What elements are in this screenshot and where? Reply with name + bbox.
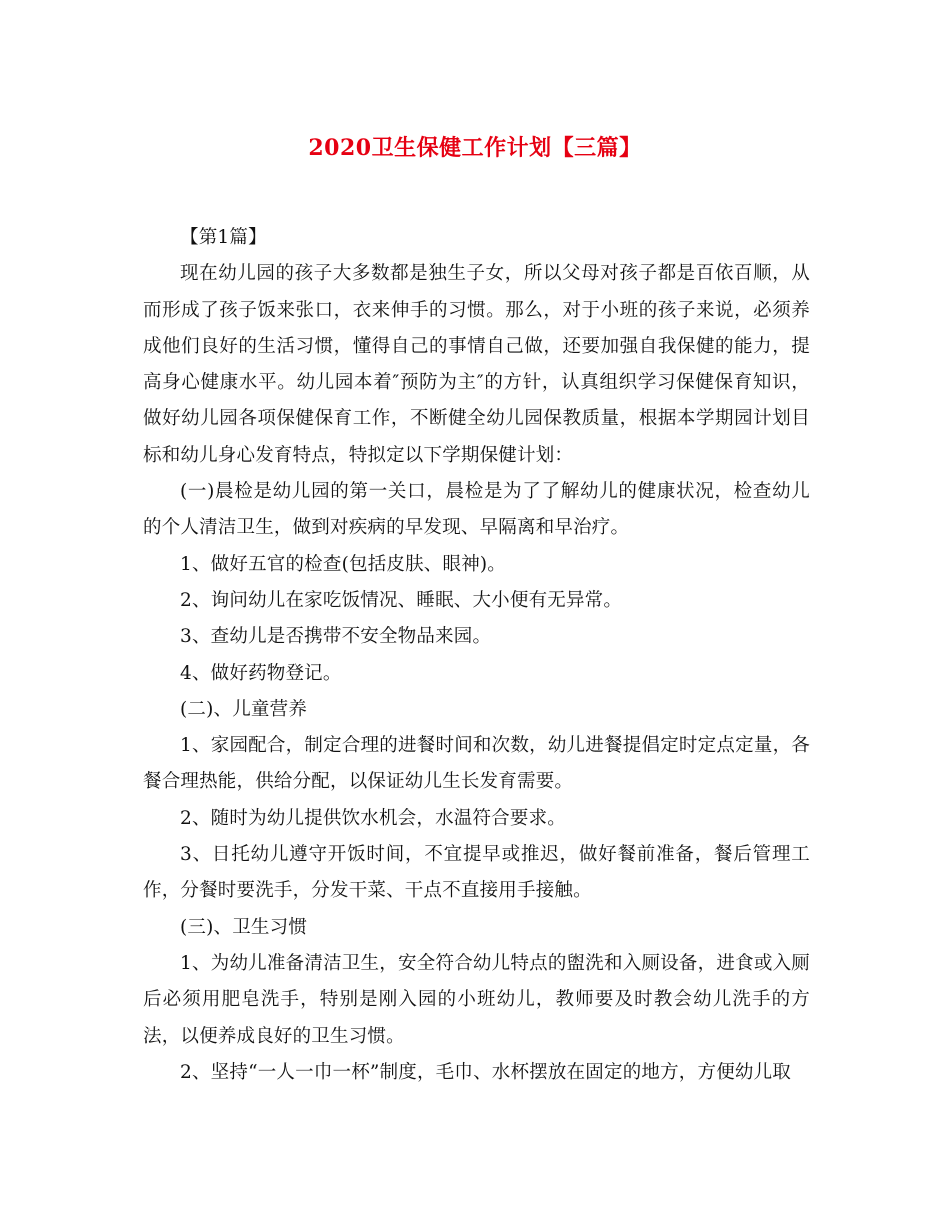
- body-paragraph: 2、随时为幼儿提供饮水机会，水温符合要求。: [180, 807, 566, 829]
- document-title: 2020卫生保健工作计划【三篇】: [308, 135, 642, 161]
- body-paragraph: 2、坚持“一人一巾一杯”制度，毛巾、水杯摆放在固定的地方，方便幼儿取: [180, 1061, 791, 1083]
- body-paragraph: 4、做好药物登记。: [180, 662, 342, 684]
- body-paragraph: 1、家园配合，制定合理的进餐时间和次数，幼儿进餐提倡定时定点定量，各餐合理热能，供给分配，以保证幼儿生长发育需要。: [143, 735, 810, 793]
- body-paragraph: 3、查幼儿是否携带不安全物品来园。: [180, 626, 492, 648]
- body-paragraph: (一)晨检是幼儿园的第一关口，晨检是为了了解幼儿的健康状况，检查幼儿的个人清洁卫生，做到对疾病的早发现、早隔离和早治疗。: [143, 481, 810, 539]
- body-paragraph: 2、询问幼儿在家吃饭情况、睡眠、大小便有无异常。: [180, 589, 623, 611]
- body-paragraph: (二)、儿童营养: [180, 698, 308, 720]
- document-body: [143, 220, 810, 1091]
- body-paragraph: 1、为幼儿准备清洁卫生，安全符合幼儿特点的盥洗和入厕设备，进食或入厕后必须用肥皂洗手，特别是刚入园的小班幼儿，教师要及时教会幼儿洗手的方法，以便养成良好的卫生习惯。: [143, 952, 810, 1047]
- body-paragraph: (三)、卫生习惯: [180, 916, 308, 938]
- body-paragraph: 1、做好五官的检查(包括皮肤、眼神)。: [180, 553, 507, 575]
- body-paragraph: 3、日托幼儿遵守开饭时间，不宜提早或推迟，做好餐前准备，餐后管理工作，分餐时要洗手，分发干菜、干点不直接用手接触。: [143, 844, 810, 902]
- section-heading: 【第1篇】: [180, 227, 267, 248]
- body-paragraph: 现在幼儿园的孩子大多数都是独生子女，所以父母对孩子都是百依百顺，从而形成了孩子饭来张口，衣来伸手的习惯。那么，对于小班的孩子来说，必须养成他们良好的生活习惯，懂得自己的事情自己做，还要加强自我保健的能力，提高身心健康水平。幼儿园本着″预防为主″的方针，认真组织学习保健保育知识，做好幼儿园各项保健保育工作，不断健全幼儿园保教质量，根据本学期园计划目标和幼儿身心发育特点，特拟定以下学期保健计划：: [143, 263, 810, 466]
